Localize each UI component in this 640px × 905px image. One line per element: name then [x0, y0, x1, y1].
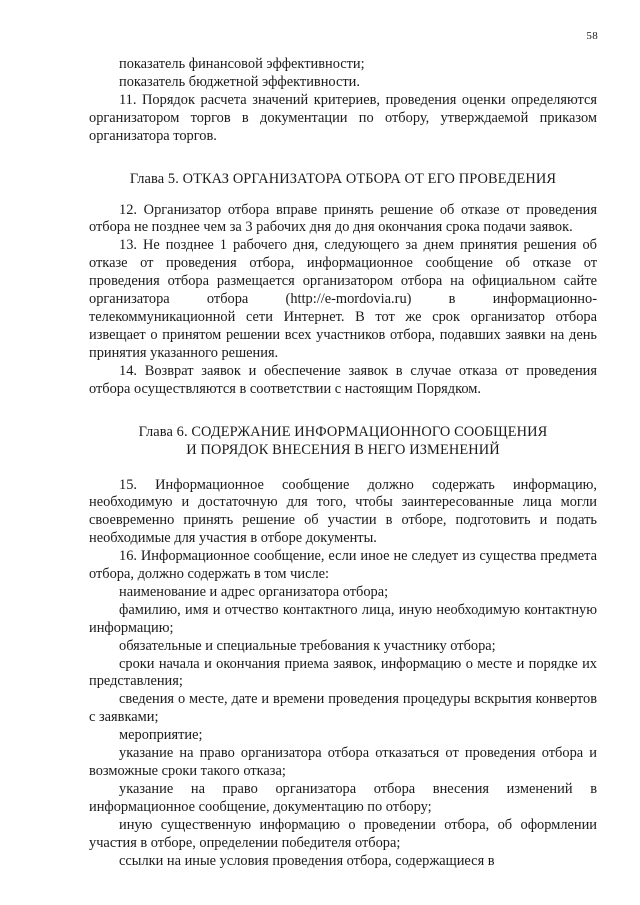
- list-item: ссылки на иные условия проведения отбора, содержащиеся в: [119, 852, 495, 869]
- chapter-6-heading: [89, 423, 597, 459]
- paragraph: показатель финансовой эффективности;: [119, 56, 365, 72]
- paragraph: 14. Возврат заявок и обеспечение заявок в случае отказа от проведения отбора осуществляются в соответствии с настоящим Порядком.: [89, 362, 597, 397]
- list-item: сведения о месте, дате и времени проведения процедуры вскрытия конвертов с заявками;: [89, 691, 597, 726]
- list-item: указание на право организатора отбора отказаться от проведения отбора и возможные сроки такого отказа;: [89, 745, 597, 779]
- document-body: [89, 56, 597, 870]
- list-item: иную существенную информацию о проведении отбора, об оформлении участия в отборе, определении победителя отбора;: [89, 816, 597, 851]
- paragraph: 13. Не позднее 1 рабочего дня, следующего за днем принятия решения об отказе от проведения отбора, информационное сообщение об отказе от проведения отбора размещается организатором отбора на официальном сайте организатора отбора (http://e-mordovia.ru) в информационно-телекоммуникационной сети Интернет. В тот же срок организатор отбора извещает о принятом решении всех участников отбора, подавших заявки на день принятия указанного решения.: [89, 237, 597, 361]
- list-item: наименование и адрес организатора отбора;: [119, 583, 389, 600]
- list-item: сроки начала и окончания приема заявок, информацию о месте и порядке их представления;: [89, 655, 597, 690]
- list-item: обязательные и специальные требования к участнику отбора;: [119, 637, 496, 654]
- list-item: фамилию, имя и отчество контактного лица, иную необходимую контактную информацию;: [89, 601, 597, 636]
- paragraph: 12. Организатор отбора вправе принять решение об отказе от проведения отбора не позднее чем за 3 рабочих дня до дня окончания срока подачи заявок.: [89, 201, 597, 236]
- paragraph: 11. Порядок расчета значений критериев, проведения оценки определяются организатором торгов в документации по отбору, утверждаемой приказом организатора торгов.: [89, 91, 597, 144]
- chapter-6-heading-line-1: Глава 6. СОДЕРЖАНИЕ ИНФОРМАЦИОННОГО СООБЩЕНИЯ: [138, 423, 548, 440]
- chapter-6-heading-line-2: И ПОРЯДОК ВНЕСЕНИЯ В НЕГО ИЗМЕНЕНИЙ: [186, 441, 500, 458]
- paragraph: 15. Информационное сообщение должно содержать информацию, необходимую и достаточную для того, чтобы заинтересованные лица могли своевременно принять решение об участии в отборе, подготовить и подать необходимые для участия в отборе документы.: [89, 476, 597, 547]
- list-item: указание на право организатора отбора внесения изменений в информационное сообщение, документацию по отбору;: [89, 780, 597, 815]
- page-number: 58: [586, 30, 598, 42]
- chapter-5-heading: Глава 5. ОТКАЗ ОРГАНИЗАТОРА ОТБОРА ОТ ЕГО ПРОВЕДЕНИЯ: [129, 170, 557, 187]
- paragraph: показатель бюджетной эффективности.: [119, 73, 360, 90]
- list-item: мероприятие;: [119, 727, 203, 744]
- paragraph: 16. Информационное сообщение, если иное не следует из существа предмета отбора, должно содержать в том числе:: [89, 548, 597, 583]
